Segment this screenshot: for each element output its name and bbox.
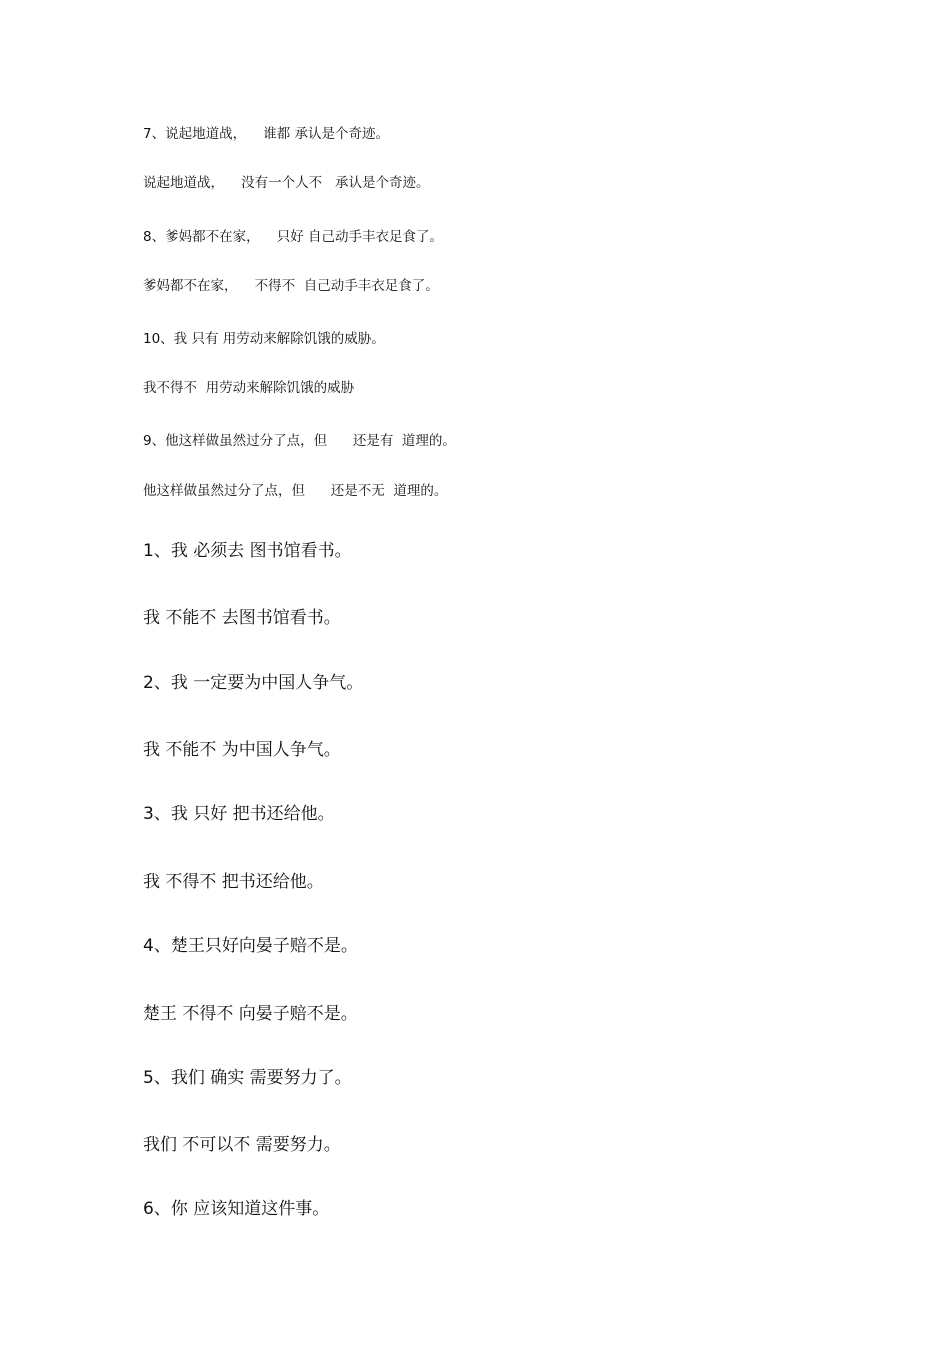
- sentence-10: 10、我 只有 用劳动来解除饥饿的威胁。: [143, 331, 385, 347]
- sentence-5: 5、我们 确实 需要努力了。: [143, 1068, 352, 1088]
- sentence-8: 8、爹妈都不在家， 只好 自己动手丰衣足食了。: [143, 229, 444, 245]
- sentence-1: 1、我 必须去 图书馆看书。: [143, 541, 352, 561]
- sentence-4-rewrite: 楚王 不得不 向晏子赔不是。: [143, 1004, 358, 1024]
- sentence-2: 2、我 一定要为中国人争气。: [143, 673, 364, 693]
- sentence-3-rewrite: 我 不得不 把书还给他。: [143, 872, 324, 892]
- sentence-1-rewrite: 我 不能不 去图书馆看书。: [143, 608, 341, 628]
- sentence-2-rewrite: 我 不能不 为中国人争气。: [143, 740, 341, 760]
- sentence-5-rewrite: 我们 不可以不 需要努力。: [143, 1135, 341, 1155]
- sentence-6: 6、你 应该知道这件事。: [143, 1199, 330, 1219]
- sentence-8-rewrite: 爹妈都不在家， 不得不 自己动手丰衣足食了。: [143, 278, 439, 294]
- sentence-7: 7、说起地道战， 谁都 承认是个奇迹。: [143, 126, 390, 142]
- sentence-9-rewrite: 他这样做虽然过分了点，但 还是不无 道理的。: [143, 483, 448, 499]
- sentence-4: 4、楚王只好向晏子赔不是。: [143, 936, 358, 956]
- sentence-7-rewrite: 说起地道战， 没有一个人不 承认是个奇迹。: [143, 175, 430, 191]
- sentence-10-rewrite: 我不得不 用劳动来解除饥饿的威胁: [143, 380, 355, 396]
- sentence-3: 3、我 只好 把书还给他。: [143, 804, 335, 824]
- sentence-9: 9、他这样做虽然过分了点，但 还是有 道理的。: [143, 433, 456, 449]
